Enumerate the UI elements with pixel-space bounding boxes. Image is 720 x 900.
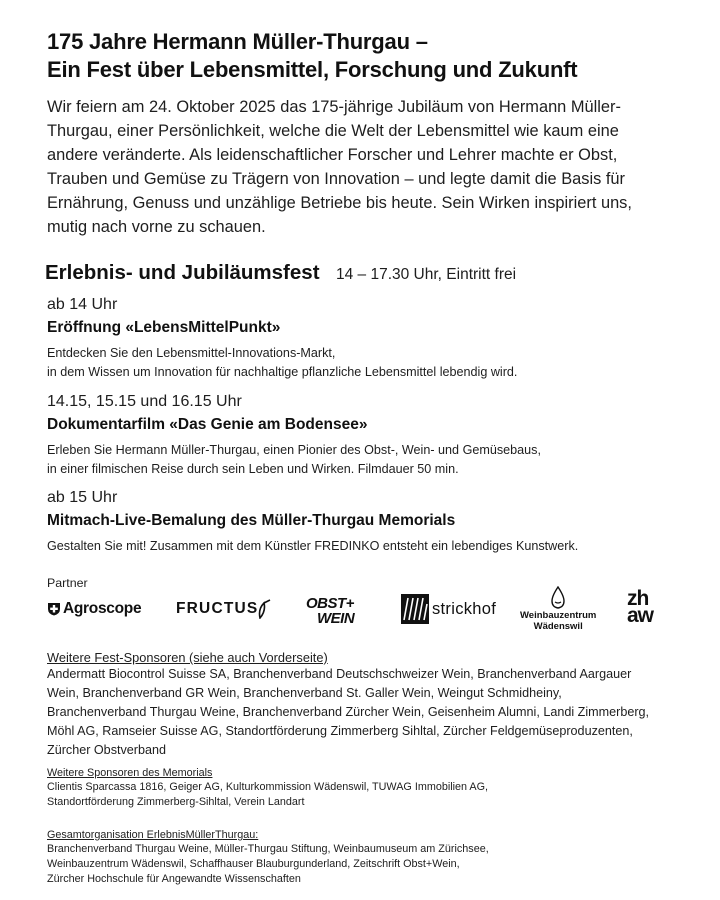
strickhof-mark-icon [401,594,429,624]
organisation-line: Branchenverband Thurgau Weine, Müller-Thurgau Stiftung, Weinbaumuseum am Zürichsee, [47,843,489,855]
organisation-line: Zürcher Hochschule für Angewandte Wissenschaften [47,873,301,885]
obst-wein-logo [306,596,354,626]
event-documentary [47,392,687,479]
event-time: ab 15 Uhr [47,489,118,506]
fest-heading [45,261,516,285]
weinbauzentrum-line-1: Weinbauzentrum [520,610,597,621]
organisation-section [47,829,607,887]
memorial-line: Clientis Sparcassa 1816, Geiger AG, Kulturkommission Wädenswil, TUWAG Immobilien AG, [47,781,489,793]
event-description [47,441,687,479]
page-title [47,28,577,84]
event-title: Dokumentarfilm «Das Genie am Bodensee» [47,416,368,433]
sponsors-title: Weitere Fest-Sponsoren (siehe auch Vorderseite) [47,650,328,665]
weinbauzentrum-line-2: Wädenswil [533,621,583,632]
zhaw-line-2: aw [627,604,654,627]
event-description [47,537,687,556]
memorial-body [47,780,607,810]
zhaw-line-1: zh [627,587,649,610]
memorial-line: Standortförderung Zimmerberg-Sihltal, Verein Landart [47,796,305,808]
event-description-line: Erleben Sie Hermann Müller-Thurgau, einen Pionier des Obst-, Wein- und Gemüsebaus, [47,443,541,457]
organisation-line: Weinbauzentrum Wädenswil, Schaffhauser Blauburgunderland, Zeitschrift Obst+Wein, [47,858,460,870]
fructus-logo [176,599,272,619]
fest-title: Erlebnis- und Jubiläumsfest [45,261,320,284]
zhaw-logo [627,587,654,627]
intro-paragraph: Wir feiern am 24. Oktober 2025 das 175-jährige Jubiläum von Hermann Müller-Thurgau, einer Persönlichkeit, welche die Welt der Lebensmittel wie kaum eine andere veränderte. Als leidenschaftlicher Forscher und Lehrer machte er Obst, Trauben und Gemüse zu Trägern von Innovation – und legte damit die Basis für Ernährung, Genuss und unzählige Betriebe bis heute. Sein Wirken inspiriert uns, mutig nach vorne zu schauen. [47,98,632,236]
title-line-2: Ein Fest über Lebensmittel, Forschung und Zukunft [47,57,578,82]
memorial-title: Weitere Sponsoren des Memorials [47,767,213,779]
event-description-line: Gestalten Sie mit! Zusammen mit dem Künstler FREDINKO entsteht ein lebendiges Kunstwerk. [47,539,579,553]
drop-icon [549,586,567,610]
partner-logos [47,586,667,634]
agroscope-text: Agroscope [63,600,142,617]
event-title: Eröffnung «LebensMittelPunkt» [47,319,281,336]
event-time: 14.15, 15.15 und 16.15 Uhr [47,393,242,410]
event-title: Mitmach-Live-Bemalung des Müller-Thurgau Memorials [47,512,456,529]
sponsors-body: Andermatt Biocontrol Suisse SA, Branchenverband Deutschschweizer Wein, Branchenverband Aargauer Wein, Branchenverband GR Wein, Branchenverband St. Galler Wein, Weingut Schmidheiny, Branchenverband Thurgau Weine, Branchenverband Zürcher Wein, Geisenheim Alumni, Landi Zimmerberg, Möhl AG, Ramseier Suisse AG, Standortförderung Zimmerberg Sihltal, Zürcher Feldgemüseproduzenten, Zürcher Obstverband [47,667,650,757]
agroscope-logo [47,600,141,618]
swiss-cross-shield-icon [47,602,61,616]
event-description [47,344,687,382]
fructus-leaf-icon [256,599,272,619]
event-description-line: Entdecken Sie den Lebensmittel-Innovations-Markt, [47,346,336,360]
strickhof-text: strickhof [432,599,497,618]
memorial-section [47,767,607,810]
fructus-text: FRUCTUS [176,600,259,617]
title-line-1: 175 Jahre Hermann Müller-Thurgau – [47,29,428,54]
organisation-body [47,842,607,887]
event-opening [47,295,687,382]
sponsors-section [47,650,662,760]
event-live-painting [47,488,687,556]
partner-label: Partner [47,576,88,590]
weinbauzentrum-logo [520,586,596,632]
event-description-line: in dem Wissen um Innovation für nachhaltige pflanzliche Lebensmittel lebendig wird. [47,365,518,379]
obst-wein-line-1: OBST+ [306,595,354,612]
event-time: ab 14 Uhr [47,296,118,313]
strickhof-logo [401,594,496,624]
event-description-line: in einer filmischen Reise durch sein Leben und Wirken. Filmdauer 50 min. [47,462,459,476]
fest-subtitle: 14 – 17.30 Uhr, Eintritt frei [335,266,517,283]
obst-wein-line-2: WEIN [317,610,355,627]
organisation-title: Gesamtorganisation ErlebnisMüllerThurgau: [47,829,259,841]
